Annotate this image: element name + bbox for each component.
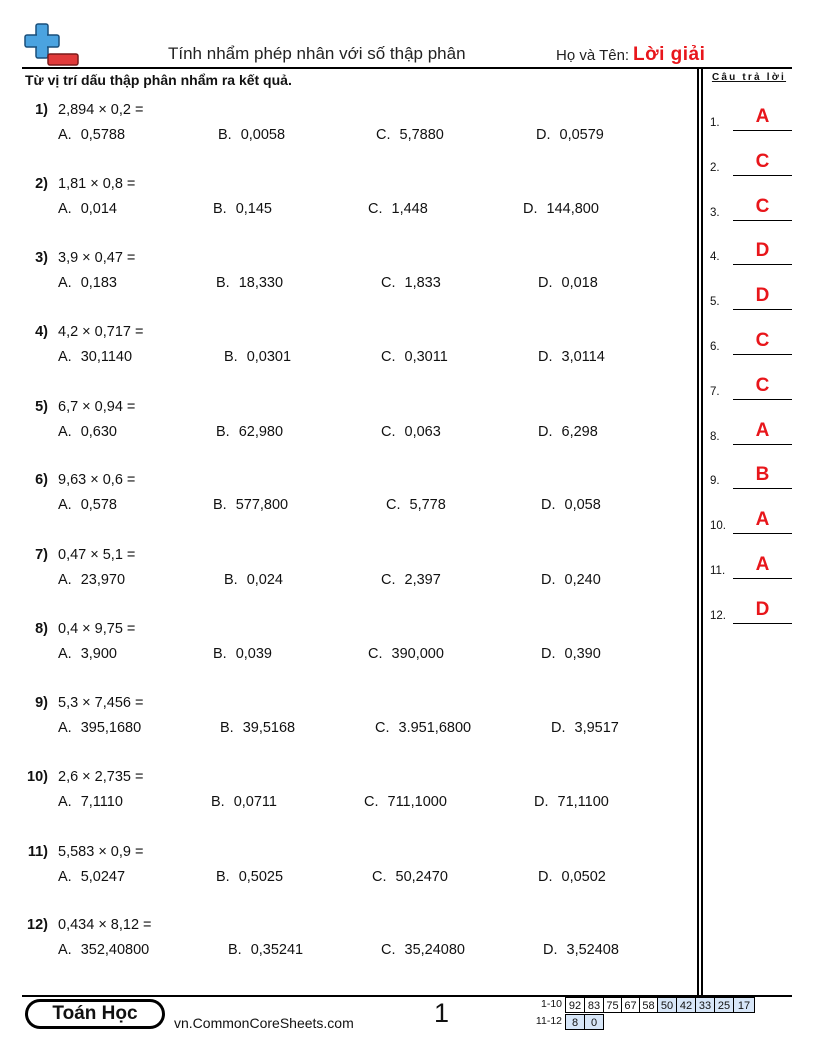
option-letter: A. — [58, 497, 72, 513]
option-letter: B. — [228, 942, 242, 958]
question-number: 1) — [35, 102, 48, 118]
question-text: 5,583 × 0,9 = — [58, 844, 144, 860]
option-letter: D. — [538, 424, 553, 440]
answer-number: 10. — [710, 520, 726, 533]
option-value: 71,1100 — [557, 794, 609, 810]
answer-line — [733, 264, 792, 265]
option-letter: A. — [58, 720, 72, 736]
score-cell: 50 — [657, 997, 677, 1013]
option-value: 0,0058 — [240, 127, 286, 143]
answer-option — [58, 646, 117, 662]
option-letter: A. — [58, 127, 72, 143]
instruction: Từ vị trí dấu thập phân nhẩm ra kết quả. — [25, 72, 292, 88]
option-letter: C. — [364, 794, 379, 810]
answer-option — [541, 572, 601, 588]
option-value: 0,0579 — [559, 127, 604, 143]
answer-row — [710, 195, 792, 221]
answer-option — [538, 424, 598, 440]
answer-line — [733, 130, 792, 131]
option-value: 0,0711 — [233, 794, 277, 810]
question-number: 5) — [35, 399, 48, 415]
answer-option — [218, 127, 285, 143]
answer-value: A — [755, 419, 770, 441]
score-row-label: 11-12 — [535, 1015, 562, 1027]
answer-row — [710, 598, 792, 624]
option-letter: C. — [376, 127, 391, 143]
answer-option — [213, 497, 288, 513]
option-value: 3,0114 — [561, 349, 605, 365]
option-value: 1,833 — [404, 275, 441, 291]
plus-minus-logo-icon — [24, 22, 80, 68]
answer-number: 11. — [710, 565, 726, 577]
question-number: 9) — [35, 695, 48, 711]
question-item — [24, 695, 684, 745]
answer-option — [58, 201, 117, 217]
option-letter: B. — [211, 794, 225, 810]
option-value: 3.951,6800 — [398, 720, 472, 736]
option-value: 711,1000 — [387, 794, 447, 810]
option-letter: A. — [58, 572, 72, 588]
option-value: 144,800 — [546, 201, 599, 217]
answer-option — [538, 869, 606, 885]
option-letter: A. — [58, 424, 72, 440]
score-cell: 83 — [584, 997, 604, 1013]
answer-option — [523, 201, 599, 217]
option-letter: C. — [386, 497, 401, 513]
option-value: 0,039 — [235, 646, 272, 662]
option-value: 5,778 — [409, 497, 446, 513]
answer-number: 1. — [710, 117, 720, 129]
option-letter: B. — [224, 572, 238, 588]
column-divider — [701, 69, 703, 997]
option-value: 0,390 — [564, 646, 601, 662]
score-row-label: 1-10 — [540, 998, 562, 1010]
question-text: 3,9 × 0,47 = — [58, 250, 136, 266]
answer-number: 5. — [710, 296, 720, 309]
option-letter: B. — [216, 424, 230, 440]
option-value: 35,24080 — [404, 942, 465, 958]
option-letter: D. — [538, 275, 553, 291]
answer-line — [733, 578, 792, 579]
answer-value: C — [755, 195, 770, 217]
question-item — [24, 547, 684, 597]
question-number: 4) — [35, 324, 48, 340]
option-letter: D. — [538, 349, 553, 365]
option-value: 395,1680 — [80, 720, 142, 736]
answer-option — [211, 794, 277, 810]
option-letter: D. — [551, 720, 566, 736]
option-value: 50,2470 — [395, 869, 448, 885]
question-item — [24, 324, 684, 374]
answer-line — [733, 220, 792, 221]
answer-row — [710, 554, 792, 579]
question-number: 6) — [35, 472, 48, 488]
answer-option — [220, 720, 295, 736]
answer-value: B — [755, 464, 770, 486]
score-cell: 33 — [695, 997, 715, 1013]
answer-number: 6. — [710, 341, 720, 353]
answer-option — [216, 869, 283, 885]
option-letter: C. — [381, 424, 396, 440]
option-letter: C. — [381, 349, 396, 365]
question-text: 2,894 × 0,2 = — [58, 102, 144, 118]
option-value: 0,578 — [80, 497, 117, 513]
name-value: Lời giải — [633, 44, 706, 65]
answer-option — [58, 349, 132, 365]
option-value: 0,014 — [80, 201, 117, 217]
score-cell: 58 — [639, 997, 658, 1013]
question-item — [24, 769, 684, 819]
question-text: 2,6 × 2,735 = — [58, 769, 144, 785]
question-text: 5,3 × 7,456 = — [58, 695, 144, 711]
option-value: 5,7880 — [399, 127, 444, 143]
option-value: 3,52408 — [566, 942, 619, 958]
answer-option — [368, 646, 444, 662]
option-letter: B. — [213, 201, 227, 217]
answer-option — [58, 942, 149, 958]
option-letter: C. — [381, 572, 396, 588]
answer-value: C — [755, 330, 770, 351]
answer-row — [710, 106, 792, 131]
brand-badge — [25, 999, 165, 1029]
answer-option — [58, 127, 125, 143]
option-value: 0,018 — [561, 275, 598, 291]
answer-option — [376, 127, 444, 143]
answer-value: D — [755, 285, 770, 307]
answer-option — [381, 424, 441, 440]
answer-option — [534, 794, 609, 810]
answer-option — [224, 572, 283, 588]
answer-option — [228, 942, 303, 958]
answer-option — [381, 349, 448, 365]
score-cell: 8 — [565, 1014, 585, 1030]
answer-value: A — [755, 106, 770, 127]
option-value: 3,900 — [80, 646, 117, 662]
answer-option — [386, 497, 446, 513]
answer-value: A — [755, 509, 770, 531]
option-value: 0,35241 — [250, 942, 304, 958]
answer-value: C — [755, 150, 770, 172]
question-text: 9,63 × 0,6 = — [58, 472, 136, 488]
option-letter: C. — [375, 720, 390, 736]
answer-option — [213, 646, 272, 662]
answer-option — [58, 869, 125, 885]
option-letter: D. — [536, 127, 551, 143]
answer-option — [58, 572, 125, 588]
answer-row — [710, 240, 792, 265]
answer-line — [733, 399, 792, 400]
question-text: 0,47 × 5,1 = — [58, 547, 136, 563]
option-letter: D. — [541, 572, 556, 588]
answer-option — [58, 424, 117, 440]
answer-option — [551, 720, 619, 736]
answer-option — [536, 127, 604, 143]
question-number: 11) — [27, 844, 48, 860]
answer-option — [216, 275, 283, 291]
answer-number: 3. — [710, 206, 720, 219]
answer-line — [733, 175, 792, 176]
option-letter: A. — [58, 646, 72, 662]
option-value: 0,024 — [246, 572, 283, 588]
answer-option — [224, 349, 291, 365]
column-divider — [697, 69, 699, 997]
question-text: 0,4 × 9,75 = — [58, 621, 136, 637]
answer-row — [710, 285, 792, 310]
answer-value: D — [755, 598, 770, 620]
option-letter: D. — [541, 497, 556, 513]
answer-option — [213, 201, 272, 217]
option-letter: B. — [216, 275, 230, 291]
option-letter: B. — [213, 497, 227, 513]
option-value: 30,1140 — [80, 349, 133, 365]
score-cell: 0 — [584, 1014, 604, 1030]
page-title: Tính nhẩm phép nhân với số thập phân — [168, 44, 466, 63]
option-value: 0,630 — [80, 424, 117, 440]
answer-number: 7. — [710, 385, 720, 398]
option-letter: C. — [372, 869, 387, 885]
name-label: Họ và Tên: — [556, 47, 630, 64]
answer-value: A — [755, 554, 770, 575]
option-letter: C. — [381, 942, 396, 958]
option-letter: D. — [534, 794, 549, 810]
option-value: 18,330 — [238, 275, 284, 291]
option-value: 0,0301 — [246, 349, 292, 365]
option-value: 39,5168 — [242, 720, 296, 736]
answer-option — [58, 720, 141, 736]
answer-line — [733, 488, 792, 489]
question-item — [24, 917, 684, 967]
question-item — [24, 472, 684, 522]
answer-option — [58, 794, 123, 810]
question-item — [24, 176, 684, 226]
answer-option — [216, 424, 283, 440]
answer-row — [710, 464, 792, 489]
answer-value: D — [755, 240, 770, 262]
question-item — [24, 399, 684, 449]
option-letter: A. — [58, 869, 72, 885]
option-value: 0,063 — [404, 424, 441, 440]
option-letter: C. — [368, 201, 383, 217]
answer-option — [375, 720, 471, 736]
option-value: 6,298 — [561, 424, 598, 440]
option-value: 0,183 — [80, 275, 117, 291]
answer-line — [733, 623, 792, 624]
question-item — [24, 102, 684, 152]
option-value: 23,970 — [80, 572, 126, 588]
answer-number: 9. — [710, 475, 720, 488]
header-divider — [22, 67, 792, 69]
option-letter: D. — [543, 942, 558, 958]
answer-line — [733, 354, 792, 355]
option-value: 0,3011 — [404, 349, 448, 365]
question-item — [24, 621, 684, 671]
question-text: 0,434 × 8,12 = — [58, 917, 152, 933]
question-number: 7) — [35, 547, 48, 563]
answer-option — [538, 349, 605, 365]
option-letter: D. — [541, 646, 556, 662]
score-cell: 25 — [714, 997, 734, 1013]
page-number: 1 — [434, 998, 450, 1028]
option-letter: A. — [58, 275, 72, 291]
question-text: 4,2 × 0,717 = — [58, 324, 144, 340]
site-url: vn.CommonCoreSheets.com — [174, 1015, 354, 1031]
answer-number: 8. — [710, 430, 720, 443]
score-cell: 42 — [676, 997, 696, 1013]
answer-line — [733, 309, 792, 310]
option-letter: B. — [224, 349, 238, 365]
option-letter: A. — [58, 201, 72, 217]
option-letter: B. — [216, 869, 230, 885]
option-value: 577,800 — [235, 497, 289, 513]
score-cell: 17 — [733, 997, 755, 1013]
option-value: 5,0247 — [80, 869, 126, 885]
answer-option — [58, 275, 117, 291]
answers-header: Câu trả lời — [711, 72, 787, 83]
option-value: 390,000 — [391, 646, 444, 662]
answer-option — [538, 275, 598, 291]
option-value: 0,058 — [564, 497, 601, 513]
option-letter: C. — [381, 275, 396, 291]
answer-row — [710, 419, 792, 445]
option-value: 3,9517 — [574, 720, 619, 736]
answer-option — [381, 572, 441, 588]
answer-option — [381, 942, 465, 958]
option-value: 352,40800 — [80, 942, 150, 958]
option-letter: A. — [58, 942, 72, 958]
question-item — [24, 250, 684, 300]
option-value: 0,145 — [235, 201, 272, 217]
question-item — [24, 844, 684, 894]
option-letter: D. — [538, 869, 553, 885]
option-value: 0,5788 — [80, 127, 126, 143]
answer-number: 12. — [710, 609, 726, 622]
option-letter: A. — [58, 349, 72, 365]
option-value: 62,980 — [238, 424, 284, 440]
option-value: 7,1110 — [80, 794, 123, 810]
answer-value: C — [755, 374, 770, 396]
brand-label: Toán Học — [28, 1002, 162, 1026]
option-letter: B. — [218, 127, 232, 143]
answer-number: 4. — [710, 251, 720, 264]
question-text: 1,81 × 0,8 = — [58, 176, 136, 192]
answer-line — [733, 444, 792, 445]
answer-line — [733, 533, 792, 534]
answer-number: 2. — [710, 161, 720, 174]
answer-option — [541, 497, 601, 513]
question-number: 12) — [27, 917, 48, 933]
question-number: 8) — [35, 621, 48, 637]
answer-option — [543, 942, 619, 958]
question-number: 10) — [27, 769, 48, 785]
answer-option — [541, 646, 601, 662]
option-value: 0,240 — [564, 572, 601, 588]
option-letter: C. — [368, 646, 383, 662]
option-value: 2,397 — [404, 572, 441, 588]
option-value: 0,0502 — [561, 869, 606, 885]
option-letter: D. — [523, 201, 538, 217]
answer-row — [710, 330, 792, 355]
answer-option — [381, 275, 441, 291]
question-text: 6,7 × 0,94 = — [58, 399, 136, 415]
answer-option — [372, 869, 448, 885]
option-value: 1,448 — [391, 201, 428, 217]
score-cell: 92 — [565, 997, 585, 1013]
answer-row — [710, 150, 792, 176]
score-cell: 75 — [603, 997, 622, 1013]
score-cell: 67 — [621, 997, 640, 1013]
answer-option — [364, 794, 447, 810]
answer-row — [710, 374, 792, 400]
answer-option — [368, 201, 428, 217]
option-letter: B. — [220, 720, 234, 736]
question-number: 3) — [35, 250, 48, 266]
option-value: 0,5025 — [238, 869, 284, 885]
answer-option — [58, 497, 117, 513]
question-number: 2) — [35, 176, 48, 192]
option-letter: A. — [58, 794, 72, 810]
option-letter: B. — [213, 646, 227, 662]
answer-row — [710, 509, 792, 534]
